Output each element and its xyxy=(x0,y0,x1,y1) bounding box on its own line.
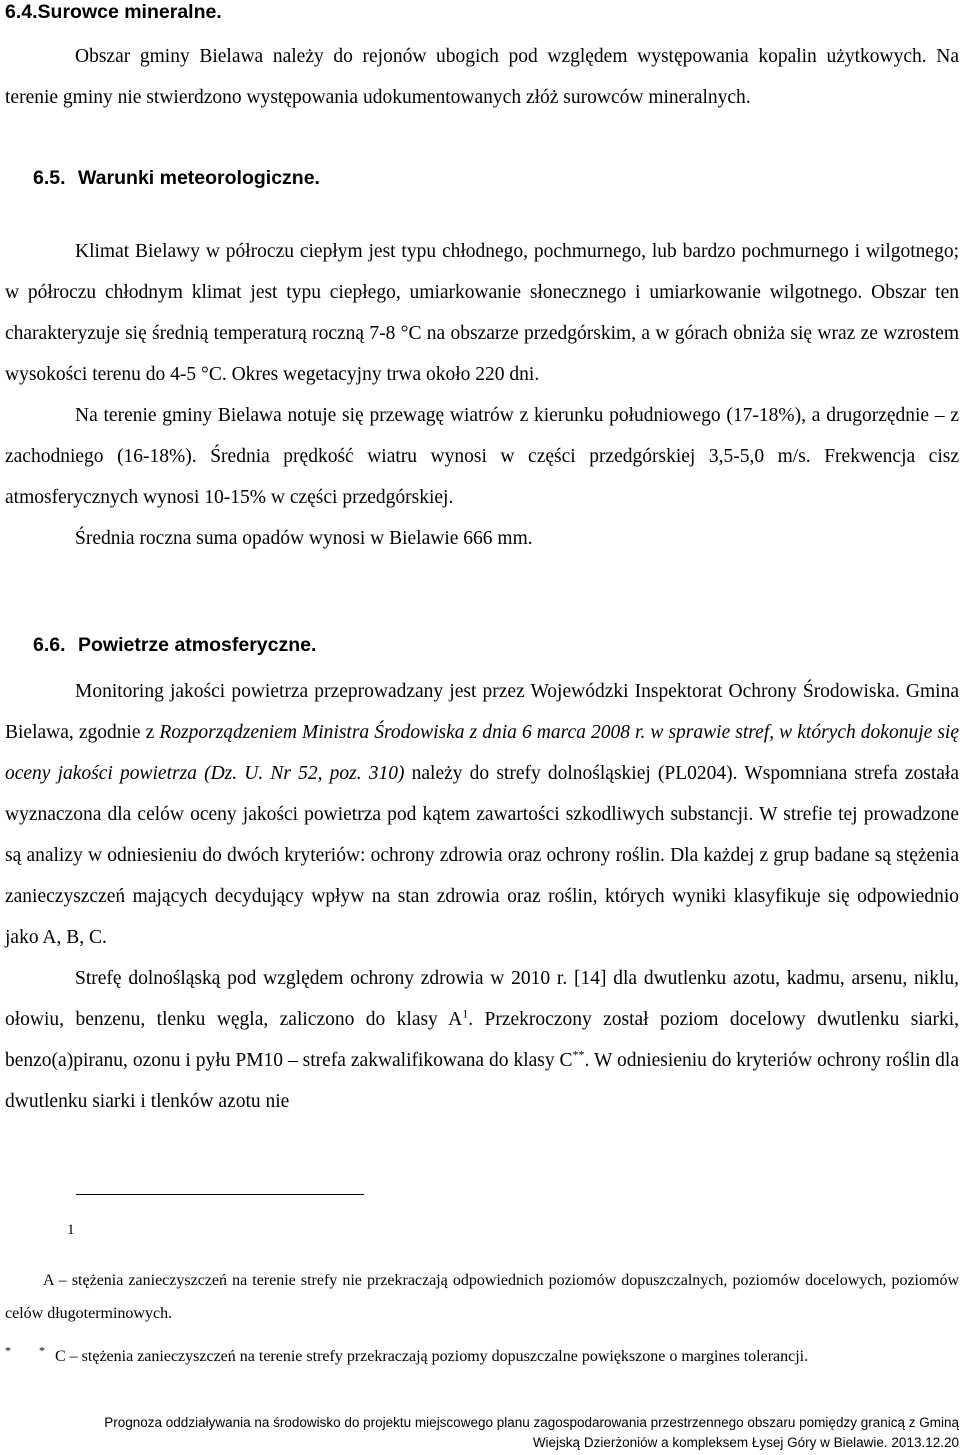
footnote-number-1: 1 xyxy=(67,1222,75,1238)
footnote-marker: * xyxy=(39,1343,45,1358)
footnote-2 xyxy=(5,1340,959,1373)
heading-6-6 xyxy=(33,634,316,656)
footer-line-2: Wiejską Dzierżoniów a kompleksem Łysej Góry w Bielawie. 2013.12.20 xyxy=(532,1435,959,1450)
text-run: . W odniesieniu do kryteriów ochrony roślin dla dwutlenku siarki i tlenków azotu nie xyxy=(5,1050,959,1112)
paragraph-wind: Na terenie gminy Bielawa notuje się przewagę wiatrów z kierunku południowego (17-18%), a drugorzędnie – z zachodniego (16-18%). Średnia prędkość wiatru wynosi w części przedgórskiej 3,5-5,0 m/s. Frekwencja cisz atmosferycznych wynosi 10-15% w części przedgórskiej. xyxy=(5,405,959,508)
text-run: Monitoring jakości powietrza przeprowadzany jest przez Wojewódzki Inspektorat Ochrony Środowiska. Gmina Bielawa, zgodnie z xyxy=(5,681,959,743)
heading-6-5-title: Warunki meteorologiczne. xyxy=(78,167,320,189)
footnote-1: A – stężenia zanieczyszczeń na terenie strefy nie przekraczają odpowiednich poziomów dopuszczalnych, poziomów docelowych, poziomów celów długoterminowych. xyxy=(5,1272,959,1322)
text-run: . Przekroczony został poziom docelowy dwutlenku siarki, benzo(a)piranu, ozonu i pyłu PM10 – strefa zakwalifikowana do klasy C xyxy=(5,1009,959,1071)
footnote-marker: * xyxy=(5,1343,11,1358)
footnote-2-text: C – stężenia zanieczyszczeń na terenie strefy przekraczają poziomy dopuszczalne powiększone o margines tolerancji. xyxy=(55,1348,809,1365)
paragraph-air-monitoring xyxy=(5,671,959,958)
section-6-6-body xyxy=(5,671,959,1122)
heading-6-6-number: 6.6. xyxy=(33,634,66,656)
heading-6-4: 6.4.Surowce mineralne. xyxy=(5,1,222,23)
heading-6-6-title: Powietrze atmosferyczne. xyxy=(78,634,317,656)
footnote-ref-2: ** xyxy=(572,1047,585,1062)
heading-6-5-number: 6.5. xyxy=(33,167,66,189)
paragraph-precipitation: Średnia roczna suma opadów wynosi w Bielawie 666 mm. xyxy=(75,528,533,549)
text-run: należy do strefy dolnośląskiej (PL0204). Wspomniana strefa została wyznaczona dla celów oceny jakości powietrza pod kątem zawartości szkodliwych substancji. W strefie tej prowadzone są analizy w odniesieniu do dwóch kryteriów: ochrony zdrowia oraz ochrony roślin. Dla każdej z grup badane są stężenia zanieczyszczeń mających decydujący wpływ na stan zdrowia oraz roślin, których wyniki klasyfikuje się odpowiednio jako A, B, C. xyxy=(5,763,959,948)
paragraph-raw-materials: Obszar gminy Bielawa należy do rejonów ubogich pod względem występowania kopalin użytkowych. Na terenie gminy nie stwierdzono występowania udokumentowanych złóż surowców mineralnych. xyxy=(5,46,959,108)
footnote-separator xyxy=(76,1194,364,1195)
footnote-ref-1: 1 xyxy=(462,1006,469,1021)
page-footer xyxy=(5,1413,959,1453)
text-run: Strefę dolnośląską pod względem ochrony zdrowia w 2010 r. [14] dla dwutlenku azotu, kadmu, arsenu, niklu, ołowiu, benzenu, tlenku węgla, zaliczono do klasy A xyxy=(5,968,959,1030)
regulation-citation: Rozporządzeniem Ministra Środowiska z dnia 6 marca 2008 r. w sprawie stref, w których dokonuje się oceny jakości powietrza (Dz. U. Nr 52, poz. 310) xyxy=(5,722,959,784)
paragraph-climate: Klimat Bielawy w półroczu ciepłym jest typu chłodnego, pochmurnego, lub bardzo pochmurnego i wilgotnego; w półroczu chłodnym klimat jest typu ciepłego, umiarkowanie słonecznego i umiarkowanie wilgotnego. Obszar ten charakteryzuje się średnią temperaturą roczną 7-8 °C na obszarze przedgórskim, a w górach obniża się wraz ze wzrostem wysokości terenu do 4-5 °C. Okres wegetacyjny trwa około 220 dni. xyxy=(5,241,959,385)
section-6-5-body xyxy=(5,231,959,559)
section-6-4-body xyxy=(5,36,959,118)
heading-6-5 xyxy=(33,167,320,189)
paragraph-zone-classification xyxy=(5,958,959,1122)
footer-line-1: Prognoza oddziaływania na środowisko do projektu miejscowego planu zagospodarowania przestrzennego obszaru pomiędzy granicą z Gminą xyxy=(104,1415,959,1430)
